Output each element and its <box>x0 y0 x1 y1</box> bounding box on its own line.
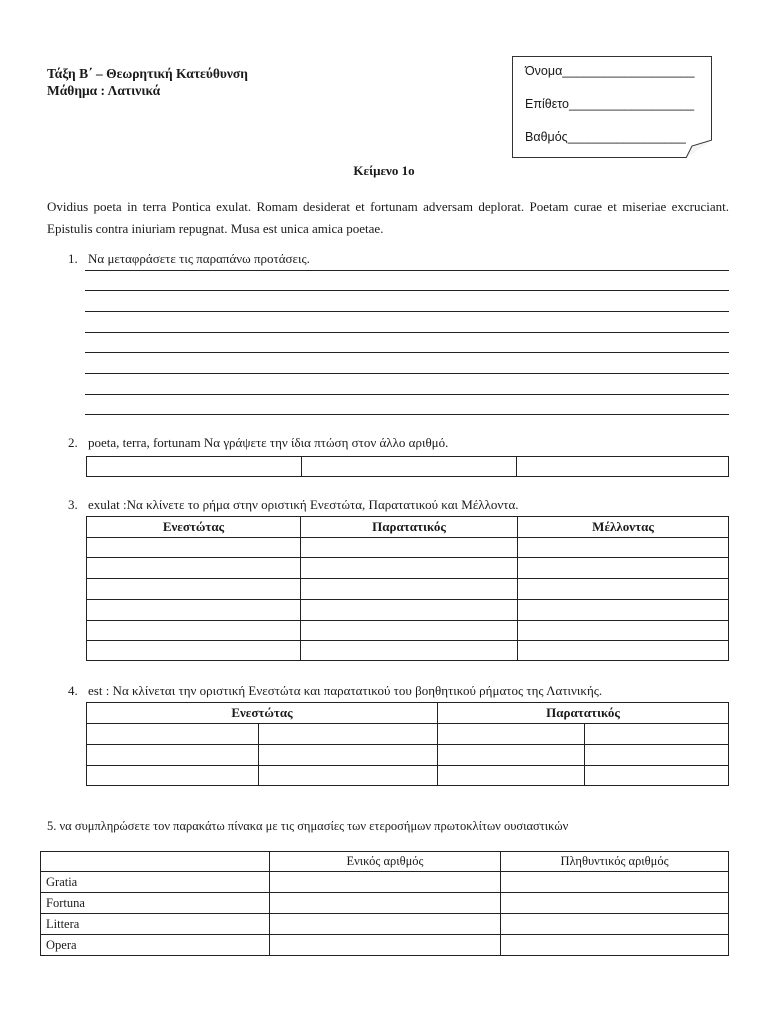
answer-cell[interactable] <box>518 538 729 558</box>
answer-line[interactable] <box>85 352 729 353</box>
answer-cell[interactable] <box>87 766 259 786</box>
row-label: Gratia <box>41 872 270 893</box>
row-label: Fortuna <box>41 893 270 914</box>
answer-cell[interactable] <box>87 745 259 766</box>
answer-cell[interactable] <box>87 558 301 579</box>
q3-conjugation-table <box>86 516 729 661</box>
page-curl-icon <box>686 140 712 158</box>
q2-answer-table <box>86 456 729 477</box>
answer-cell[interactable] <box>501 935 729 956</box>
column-header: Ενικός αριθμός <box>270 852 501 872</box>
answer-cell[interactable] <box>270 914 501 935</box>
question-text: poeta, terra, fortunam Να γράψετε την ίδια πτώση στον άλλο αριθμό. <box>88 435 449 450</box>
answer-cell[interactable] <box>259 766 438 786</box>
text-title-label: Κείμενο 1ο <box>353 163 415 178</box>
q4-conjugation-table <box>86 702 729 786</box>
row-label: Opera <box>41 935 270 956</box>
answer-cell[interactable] <box>501 872 729 893</box>
column-header: Παρατατικός <box>438 703 729 724</box>
corner-cell <box>41 852 270 872</box>
answer-line[interactable] <box>85 414 729 415</box>
answer-cell[interactable] <box>301 641 518 661</box>
answer-cell[interactable] <box>87 579 301 600</box>
answer-line[interactable] <box>85 332 729 333</box>
class-heading: Τάξη Β΄ – Θεωρητική Κατεύθυνση <box>47 66 248 81</box>
question-5: 5. να συμπληρώσετε τον παρακάτω πίνακα με τις σημασίες των ετεροσήμων πρωτοκλίτων ουσιαστικών <box>47 819 569 833</box>
answer-line[interactable] <box>85 290 729 291</box>
answer-cell[interactable] <box>270 893 501 914</box>
answer-cell[interactable] <box>87 457 302 477</box>
answer-cell[interactable] <box>259 724 438 745</box>
answer-cell[interactable] <box>518 579 729 600</box>
answer-line[interactable] <box>85 311 729 312</box>
answer-cell[interactable] <box>301 538 518 558</box>
answer-cell[interactable] <box>438 745 585 766</box>
question-4 <box>68 683 602 699</box>
answer-cell[interactable] <box>301 579 518 600</box>
question-number: 3. <box>68 497 78 512</box>
row-label: Littera <box>41 914 270 935</box>
answer-cell[interactable] <box>87 621 301 641</box>
answer-cell[interactable] <box>517 457 729 477</box>
column-header: Παρατατικός <box>301 517 518 538</box>
question-text: est : Να κλίνεται την οριστική Ενεστώτα και παρατατικού του βοηθητικού ρήματος της Λατινικής. <box>88 683 603 698</box>
answer-cell[interactable] <box>87 538 301 558</box>
column-header: Ενεστώτας <box>87 703 438 724</box>
question-number: 1. <box>68 251 78 266</box>
question-number: 4. <box>68 683 78 698</box>
answer-cell[interactable] <box>301 621 518 641</box>
column-header: Πληθυντικός αριθμός <box>501 852 729 872</box>
answer-cell[interactable] <box>518 558 729 579</box>
surname-field[interactable]: Επίθετο__________________ <box>525 97 695 111</box>
answer-cell[interactable] <box>301 600 518 621</box>
answer-cell[interactable] <box>518 621 729 641</box>
question-text: exulat :Να κλίνετε το ρήμα στην οριστική Ενεστώτα, Παρατατικού και Μέλλοντα. <box>88 497 519 512</box>
question-3 <box>68 497 519 513</box>
name-field[interactable]: Όνομα___________________ <box>525 64 695 78</box>
answer-cell[interactable] <box>270 935 501 956</box>
text-title <box>0 163 768 179</box>
answer-cell[interactable] <box>518 641 729 661</box>
answer-cell[interactable] <box>301 558 518 579</box>
student-info-card <box>512 56 712 158</box>
answer-cell[interactable] <box>585 724 729 745</box>
answer-cell[interactable] <box>501 893 729 914</box>
answer-cell[interactable] <box>438 766 585 786</box>
answer-line[interactable] <box>85 394 729 395</box>
column-header: Ενεστώτας <box>87 517 301 538</box>
answer-cell[interactable] <box>259 745 438 766</box>
column-header: Μέλλοντας <box>518 517 729 538</box>
question-number: 2. <box>68 435 78 450</box>
answer-cell[interactable] <box>501 914 729 935</box>
answer-cell[interactable] <box>518 600 729 621</box>
answer-cell[interactable] <box>87 600 301 621</box>
answer-cell[interactable] <box>585 766 729 786</box>
answer-cell[interactable] <box>438 724 585 745</box>
question-2 <box>68 435 448 451</box>
answer-cell[interactable] <box>302 457 517 477</box>
answer-cell[interactable] <box>87 641 301 661</box>
subject-heading: Μάθημα : Λατινικά <box>47 83 161 98</box>
answer-cell[interactable] <box>585 745 729 766</box>
answer-cell[interactable] <box>87 724 259 745</box>
grade-field[interactable]: Βαθμός_________________ <box>525 130 686 144</box>
question-text: Να μεταφράσετε τις παραπάνω προτάσεις. <box>88 251 310 266</box>
answer-cell[interactable] <box>270 872 501 893</box>
latin-passage: Ovidius poeta in terra Pontica exulat. Romam desiderat et fortunam adversam deplorat. Poetam curae et miseriae excruciant. Epistulis contra iniuriam repugnat. Musa est unica amica poetae. <box>47 199 729 236</box>
question-1 <box>68 251 310 267</box>
answer-line[interactable] <box>85 270 729 271</box>
answer-line[interactable] <box>85 373 729 374</box>
q5-meanings-table <box>40 851 729 956</box>
